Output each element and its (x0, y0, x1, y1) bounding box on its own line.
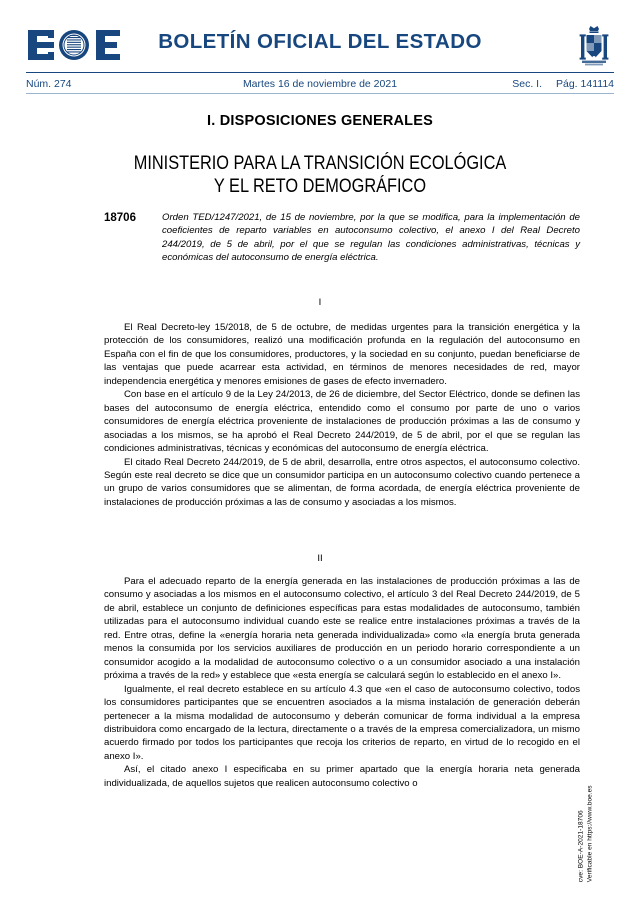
ministry-title-line-2: Y EL RETO DEMOGRÁFICO (213, 176, 427, 197)
issue-number: Núm. 274 (26, 77, 72, 90)
header-info-line (26, 75, 614, 92)
header-rule-top (26, 72, 614, 73)
paragraph: El citado Real Decreto 244/2019, de 5 de abril, desarrolla, entre otros aspectos, el autoconsumo colectivo. Según este real decreto se dice que un consumidor participa en un autoconsumo colectivo cuando pertenece a un grupo de varios consumidores que se alimentan, de forma acordada, de energía eléctrica proveniente de instalaciones de producción próximas a las de consumo y asociadas a los mismos. (104, 456, 580, 508)
order-block (104, 211, 580, 265)
spanish-coat-of-arms-icon (576, 24, 612, 68)
masthead-title: BOLETÍN OFICIAL DEL ESTADO (158, 30, 482, 53)
verification-url[interactable]: Verificable en https://www.boe.es (586, 785, 594, 882)
paragraph: El Real Decreto-ley 15/2018, de 5 de octubre, de medidas urgentes para la transición energética y la protección de los consumidores, realizó una modificación profunda en la regulación del autoconsumo en España con el fin de que los consumidores, productores, y la sociedad en su conjunto, puedan beneficiarse de las ventajas que puede acarrear esta actividad, en términos de menores necesidades de red, mayor independencia energética y menores emisiones de gases de efecto invernadero. (104, 322, 580, 387)
section-two-body (104, 575, 580, 790)
masthead (0, 24, 640, 72)
ministry-title-line-1: MINISTERIO PARA LA TRANSICIÓN ECOLÓGICA (133, 153, 507, 174)
paragraph: Así, el citado anexo I especificaba en su primer apartado que la energía horaria neta generada individualizada, de aquellos sujetos que realicen autoconsumo colectivo o (104, 764, 580, 789)
ministry-title (45, 152, 595, 198)
paragraph: Igualmente, el real decreto establece en su artículo 4.3 que «en el caso de autoconsumo colectivo, todos los consumidores participantes que se encuentren asociados a la misma instalación de generación deberán pertenecer a la misma modalidad de autoconsumo y deberán comunicar de forma individual a la empresa distribuidora como encargado de la lectura, directamente o a través de la empresa comercializadora, un mismo acuerdo firmado por todos los participantes que recoja los criterios de reparto, en virtud de lo recogido en el anexo I». (104, 683, 580, 762)
header-rule-bottom (26, 93, 614, 94)
publication-date: Martes 16 de noviembre de 2021 (242, 77, 398, 90)
roman-separator-two: II (317, 553, 323, 564)
roman-separator-one: I (318, 297, 322, 308)
order-summary: Orden TED/1247/2021, de 15 de noviembre, por la que se modifica, para la implementación de coeficientes de reparto variables en autoconsumo colectivo, el anexo I del Real Decreto 244/2019, de 5 de abril, por el que se regulan las condiciones administrativas, técnicas y económicas del autoconsumo de energía eléctrica. (162, 212, 580, 264)
cve-code: cve: BOE-A-2021-18706 (577, 810, 585, 882)
section-heading: I. DISPOSICIONES GENERALES (207, 113, 433, 129)
page-number: Pág. 141114 (556, 77, 614, 90)
paragraph: Para el adecuado reparto de la energía generada en las instalaciones de producción próximas a las de consumo y asociadas a los mismos en el autoconsumo colectivo, el artículo 3 del Real Decreto 244/2019, de 5 de abril, establece un conjunto de definiciones específicas para estas modalidades de autoconsumo, también utilizadas para el autoconsumo individual cuando este se realice entre instalaciones próximas a través de la red. Entre otras, define la «energía horaria neta generada individualizada» como «la energía bruta generada menos la consumida por los servicios auxiliares de producción en un periodo horario correspondiente a un consumidor acogido a la modalidad de autoconsumo colectivo o a un consumidor asociado a una instalación próxima a través de la red» y establece que «esta energía se calculará según lo establecido en el anexo I». (104, 576, 580, 682)
section-label: Sec. I. (512, 77, 542, 90)
section-one-body (104, 321, 580, 509)
order-number: 18706 (104, 212, 136, 224)
paragraph: Con base en el artículo 9 de la Ley 24/2013, de 26 de diciembre, del Sector Eléctrico, donde se definen las bases del autoconsumo de energía eléctrica, entendido como el consumo por parte de uno o varios consumidores de energía eléctrica proveniente de instalaciones de producción próximas a las de consumo y asociadas a los mismos, se ha aprobó el Real Decreto 244/2019, de 5 de abril, por el que se regulan las condiciones administrativas, técnicas y económicas del autoconsumo de energía eléctrica. (104, 389, 580, 455)
verification-sidebar (577, 692, 634, 882)
